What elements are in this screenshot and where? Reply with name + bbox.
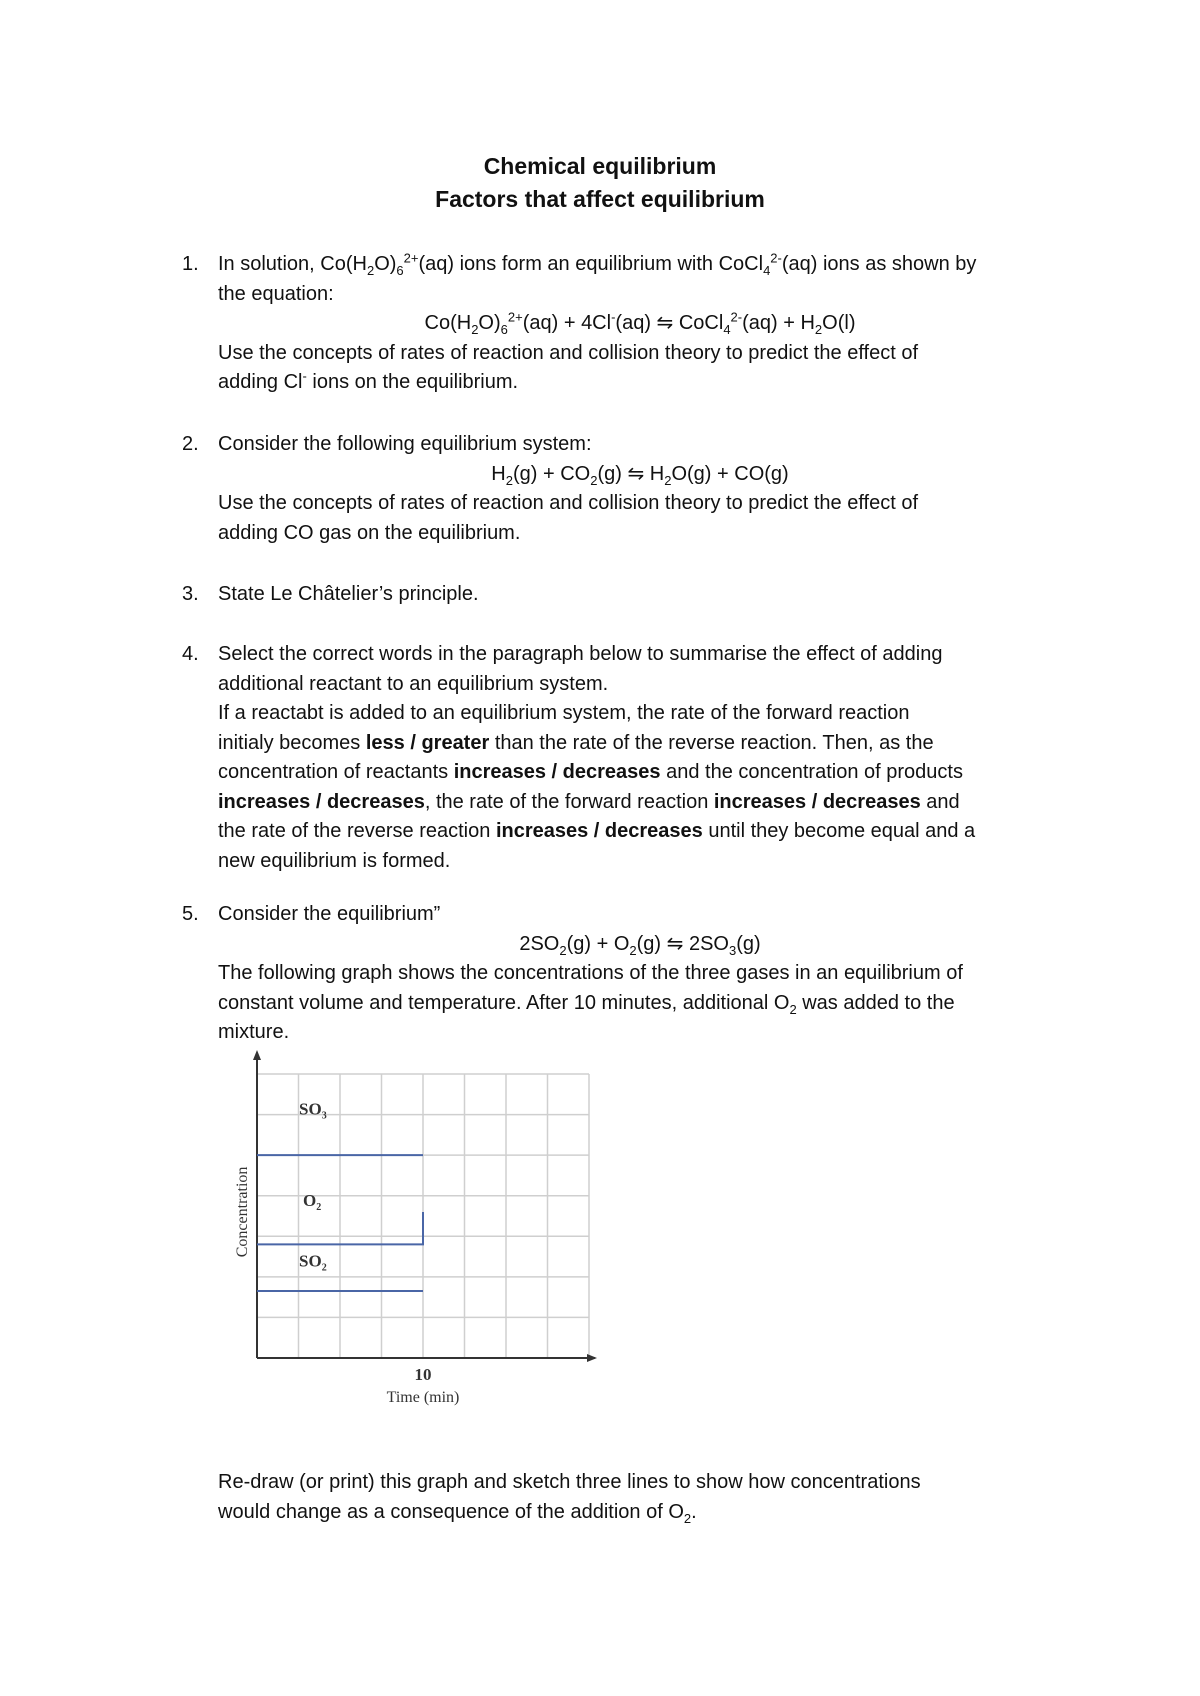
series-label-O2: $O_2$ [303, 1190, 322, 1213]
question-2: 2. Consider the following equilibrium system: $H_2(g) + CO_2(g)$ ⇋ $H_2O(g) + CO(g)$ Use the concepts of rates of reaction and collision theory to predict the effect of adding CO gas on the equilibrium. [182, 430, 1062, 548]
chart-svg [225, 1050, 645, 1430]
x-axis-label: Time (min) [386, 1389, 460, 1406]
question-4: 4. Select the correct words in the paragraph below to summarise the effect of adding additional reactant to an equilibrium system. If a reactabt is added to an equilibrium system, the rate of the forward reaction initialy becomes less / greater than the rate of the reverse reaction. Then, as the concentration of reactants increases / decreases and the concentration of products increases / decreases, the rate of the forward reaction increases / decreases and the rate of the reverse reaction increases / decreases until they become equal and a new equilibrium is formed. [182, 640, 1062, 876]
x-axis-arrow [587, 1354, 597, 1362]
question-1-intro: In solution, $Co(H_2O)_6^{2+}(aq)$ ions form an equilibrium with CoCl$_4^{2-}$(aq) ions as shown by [218, 250, 977, 278]
equation-2: $H_2(g) + CO_2(g)$ ⇋ $H_2O(g) + CO(g)$ [491, 462, 789, 488]
question-5-instructions: Re-draw (or print) this graph and sketch three lines to show how concentrations would change as a consequence of the addition of $O_2$. [218, 1471, 921, 1526]
question-number: 3. [182, 583, 199, 605]
word-choice-3[interactable]: increases / decreases [218, 790, 425, 813]
question-5: 5. Consider the equilibrium” $2SO_2(g) + O_2(g)$ ⇋ $2SO_3(g)$ The following graph shows the concentrations of the three gases in an equilibrium of constant volume and temperature. After 10 minutes, additional $O_2$ was added to the mixture. [182, 900, 1062, 1048]
question-number: 4. [182, 643, 199, 665]
question-1: 1. In solution, $Co(H_2O)_6^{2+}(aq)$ ions form an equilibrium with CoCl$_4^{2-}$(aq) ions as shown by the equation: $Co(H_2O)_6^{2+}(aq) + 4Cl^-(aq)$ ⇋ CoCl$_4^{2-}$(aq) + $H_2O(l)$ Use the concepts of rates of reaction and collision theory to predict the effect of adding Cl- ions on the equilibrium. [182, 250, 1062, 398]
equation-1: $Co(H_2O)_6^{2+}(aq) + 4Cl^-(aq)$ ⇋ CoCl$_4^{2-}$(aq) + $H_2O(l)$ [424, 309, 856, 337]
chart-labels [234, 1100, 459, 1406]
page-subtitle: Factors that affect equilibrium [435, 186, 765, 212]
y-axis-arrow [253, 1050, 261, 1060]
word-choice-1[interactable]: less / greater [365, 731, 490, 754]
page-title: Chemical equilibrium [483, 153, 717, 179]
question-3: 3. State Le Châtelier’s principle. [182, 580, 1062, 610]
word-choice-2[interactable]: increases / decreases [453, 761, 661, 783]
equation-5: $2SO_2(g) + O_2(g)$ ⇋ $2SO_3(g)$ [519, 932, 761, 958]
series-label-SO3: $SO_3$ [299, 1099, 327, 1122]
y-axis-label: Concentration [234, 1166, 251, 1258]
concentration-graph [225, 1050, 645, 1430]
x-tick-label: 10 [414, 1365, 432, 1384]
series-label-SO2: $SO_2$ [299, 1251, 327, 1274]
word-choice-4[interactable]: increases / decreases [713, 790, 921, 813]
question-number: 1. [182, 253, 199, 275]
question-number: 5. [182, 903, 199, 925]
document-header [0, 150, 1200, 216]
word-choice-5[interactable]: increases / decreases [495, 820, 703, 842]
question-number: 2. [182, 433, 199, 455]
